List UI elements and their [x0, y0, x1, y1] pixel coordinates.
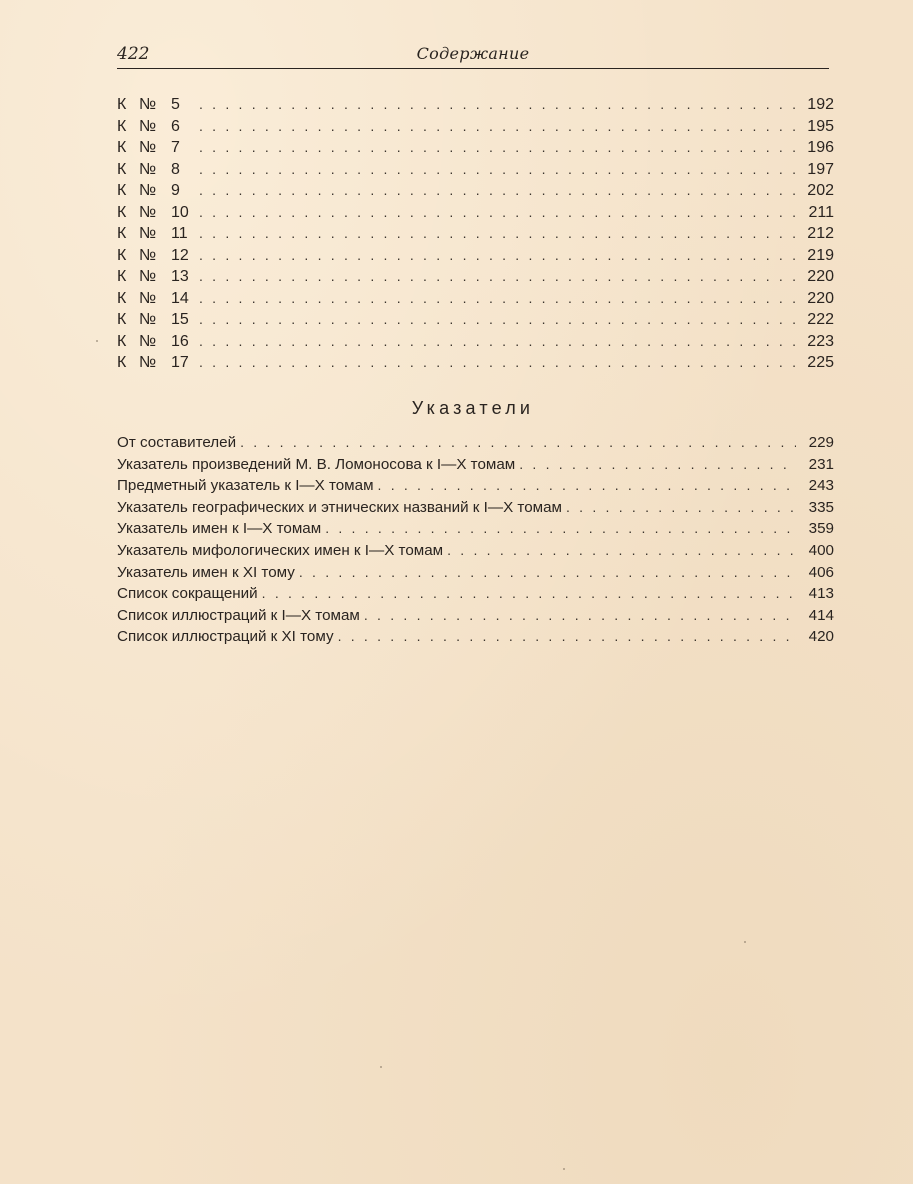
toc-page-number: 222 — [807, 311, 834, 328]
toc-row — [117, 454, 834, 476]
toc-row: К № 15 . . . 222 — [117, 309, 834, 331]
toc-page-number: 196 — [807, 139, 834, 156]
dot-leader — [364, 605, 796, 627]
toc-page-number: 223 — [807, 332, 834, 350]
toc-page-number: 220 — [807, 289, 834, 307]
toc-page-number: 219 — [807, 246, 834, 264]
page-number: 422 — [117, 44, 150, 64]
section-heading: Указатели — [411, 398, 535, 418]
toc-entry-title: Список иллюстраций к XI тому — [117, 628, 334, 646]
dot-leader — [378, 475, 796, 497]
dot-leader — [566, 497, 796, 519]
dot-leader — [519, 454, 796, 476]
toc-entry-title: Указатель мифологических имен к I—X томам — [117, 541, 444, 559]
toc-row — [117, 475, 834, 497]
toc-entry-title: Список сокращений — [117, 585, 258, 603]
toc-row — [117, 605, 834, 627]
dot-leader — [199, 223, 796, 245]
dot-leader — [199, 331, 796, 353]
toc-row: К № 12 . . . 219 — [117, 245, 834, 267]
paper-speck — [744, 941, 746, 943]
dot-leader — [199, 202, 796, 224]
toc-page-number: 220 — [807, 268, 834, 285]
dot-leader — [199, 137, 796, 159]
toc-row — [117, 626, 834, 648]
toc-entry-title: Указатель произведений М. В. Ломоносова к I—X томам — [117, 455, 516, 473]
toc-row: К № 13 . . . 220 — [117, 266, 834, 288]
toc-page-number: 229 — [808, 434, 834, 451]
dot-leader — [199, 116, 796, 138]
toc-page-number: 225 — [807, 354, 834, 371]
toc-page-number: 420 — [808, 628, 834, 646]
page-header — [117, 44, 829, 69]
dot-leader — [299, 562, 796, 584]
toc-entry-title: Указатель географических и этнических названий к I—X томам — [117, 498, 562, 516]
toc-page-number: 195 — [807, 117, 834, 135]
toc-row: К № 14 . . . 220 — [117, 288, 834, 310]
toc-row: К № 7 . . . 196 — [117, 137, 834, 159]
toc-page-number: 400 — [808, 541, 834, 559]
toc-section-k-numbers — [117, 94, 834, 374]
dot-leader — [325, 518, 796, 540]
dot-leader — [199, 266, 796, 288]
toc-row: К № 5 . . . 192 — [117, 94, 834, 116]
toc-page-number: 192 — [807, 96, 834, 113]
toc-page-number: 359 — [808, 520, 834, 538]
toc-row: К № 16 . . . 223 — [117, 331, 834, 353]
paper-speck — [96, 340, 98, 342]
dot-leader — [199, 245, 796, 267]
dot-leader — [199, 94, 796, 116]
paper-speck — [563, 1168, 565, 1170]
toc-row: К № 11 . . . 212 — [117, 223, 834, 245]
dot-leader — [199, 288, 796, 310]
dot-leader — [199, 352, 796, 374]
toc-page-number: 197 — [807, 160, 834, 178]
toc-page-number: 413 — [808, 585, 834, 603]
toc-row: К № 17 . . . 225 — [117, 352, 834, 374]
toc-row: К № 10 . . . 211 — [117, 202, 834, 224]
toc-row — [117, 432, 834, 454]
running-title: Содержание — [416, 44, 530, 63]
toc-row: К № 8 . . . 197 — [117, 159, 834, 181]
toc-page-number: 212 — [807, 225, 834, 242]
toc-page-number: 231 — [808, 455, 834, 473]
toc-entry-title: Указатель имен к XI тому — [117, 563, 295, 581]
toc-page-number: 335 — [808, 498, 834, 516]
toc-row — [117, 562, 834, 584]
toc-page-number: 406 — [808, 563, 834, 581]
dot-leader — [199, 159, 796, 181]
toc-page-number: 243 — [808, 477, 834, 495]
toc-entry-title: Указатель имен к I—X томам — [117, 520, 322, 538]
dot-leader — [199, 309, 796, 331]
toc-entry-title: Список иллюстраций к I—X томам — [117, 606, 360, 624]
toc-page-number: 202 — [807, 182, 834, 199]
dot-leader — [240, 432, 796, 454]
paper-speck — [380, 1066, 382, 1068]
toc-row: К № 9 . . . 202 — [117, 180, 834, 202]
dot-leader — [199, 180, 796, 202]
dot-leader — [262, 583, 796, 605]
toc-row: К № 6 . . . 195 — [117, 116, 834, 138]
toc-row — [117, 540, 834, 562]
toc-entry-title: Предметный указатель к I—X томам — [117, 477, 374, 495]
toc-row — [117, 518, 834, 540]
toc-section-indexes — [117, 432, 834, 648]
toc-row — [117, 497, 834, 519]
toc-page-number: 414 — [808, 606, 834, 624]
toc-row — [117, 583, 834, 605]
toc-entry-title: От составителей — [117, 434, 237, 451]
dot-leader — [447, 540, 796, 562]
toc-page-number: 211 — [808, 203, 834, 221]
dot-leader — [338, 626, 796, 648]
